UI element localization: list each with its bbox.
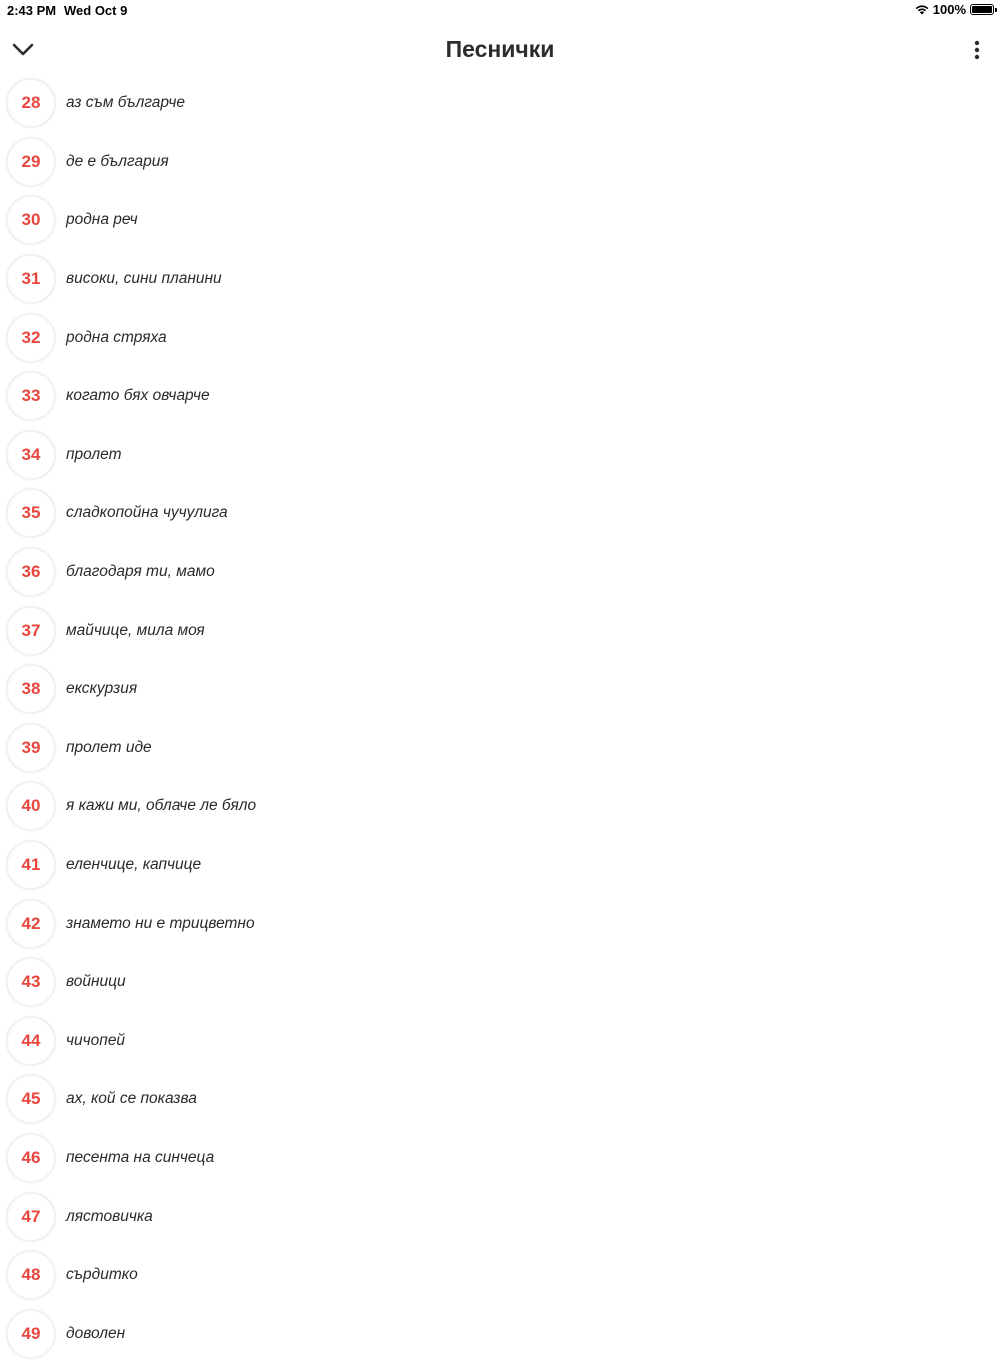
song-list-item[interactable]: [0, 191, 1000, 250]
song-title: благодаря ти, мамо: [66, 563, 215, 581]
song-number-badge: 41: [6, 840, 56, 890]
song-number-badge: 45: [6, 1074, 56, 1124]
song-number-badge: 47: [6, 1192, 56, 1242]
song-title: екскурзия: [66, 680, 138, 698]
song-title: родна реч: [66, 211, 138, 229]
song-list-item[interactable]: [0, 953, 1000, 1012]
song-title: де е българия: [66, 152, 169, 170]
song-number-badge: 35: [6, 488, 56, 538]
song-number-badge: 36: [6, 547, 56, 597]
song-number-badge: 40: [6, 781, 56, 831]
more-options-button[interactable]: [964, 35, 990, 65]
song-list-item[interactable]: [0, 426, 1000, 485]
song-list-item[interactable]: [0, 1187, 1000, 1246]
song-title: чичопей: [66, 1031, 126, 1049]
song-list-item[interactable]: [0, 484, 1000, 543]
page-title: Песнички: [445, 36, 555, 62]
status-date: Wed Oct 9: [64, 3, 128, 18]
song-list-item[interactable]: [0, 836, 1000, 895]
song-title: знамето ни е трицветно: [66, 914, 255, 932]
nav-bar: [0, 22, 1000, 78]
song-title: доволен: [66, 1324, 126, 1342]
song-number-badge: 33: [6, 371, 56, 421]
more-vertical-icon: [974, 40, 980, 60]
song-list-item[interactable]: [0, 777, 1000, 836]
song-list-item[interactable]: [0, 1129, 1000, 1188]
song-list-item[interactable]: [0, 660, 1000, 719]
song-number-badge: 38: [6, 664, 56, 714]
song-list-item[interactable]: [0, 1246, 1000, 1305]
song-list-item[interactable]: [0, 250, 1000, 309]
song-number-badge: 32: [6, 313, 56, 363]
song-title: високи, сини планини: [66, 270, 222, 288]
song-number-badge: 44: [6, 1016, 56, 1066]
song-list-item[interactable]: [0, 367, 1000, 426]
battery-icon: [970, 4, 994, 15]
song-number-badge: 49: [6, 1309, 56, 1359]
song-title: еленчице, капчице: [66, 856, 202, 874]
song-title: когато бях овчарче: [66, 387, 210, 405]
song-number-badge: 34: [6, 430, 56, 480]
song-title: сладкопойна чучулига: [66, 504, 228, 522]
status-bar: [0, 0, 1000, 22]
status-indicators: [915, 2, 994, 17]
song-number-badge: 48: [6, 1250, 56, 1300]
song-title: войници: [66, 973, 126, 991]
song-number-badge: 42: [6, 899, 56, 949]
song-number-badge: 28: [6, 78, 56, 128]
song-number-badge: 29: [6, 137, 56, 187]
song-title: песента на синчеца: [66, 1148, 215, 1166]
song-list-item[interactable]: [0, 543, 1000, 602]
song-list: [0, 74, 1000, 1363]
battery-percent: 100%: [932, 2, 966, 17]
song-list-item[interactable]: [0, 74, 1000, 133]
song-title: пролет: [66, 445, 122, 463]
song-list-item[interactable]: [0, 133, 1000, 192]
song-list-item[interactable]: [0, 1070, 1000, 1129]
song-title: майчице, мила моя: [66, 621, 205, 639]
song-number-badge: 43: [6, 957, 56, 1007]
song-number-badge: 39: [6, 723, 56, 773]
status-time: 2:43 PM: [7, 3, 57, 18]
song-list-item[interactable]: [0, 894, 1000, 953]
song-number-badge: 37: [6, 606, 56, 656]
song-list-item[interactable]: [0, 1012, 1000, 1071]
song-list-item[interactable]: [0, 719, 1000, 778]
song-title: ах, кой се показва: [66, 1090, 197, 1108]
song-title: родна стряха: [66, 328, 167, 346]
song-title: пролет иде: [66, 738, 152, 756]
song-number-badge: 31: [6, 254, 56, 304]
wifi-icon: [915, 4, 929, 15]
song-title: сърдитко: [66, 1266, 138, 1284]
song-number-badge: 30: [6, 195, 56, 245]
song-list-item[interactable]: [0, 601, 1000, 660]
song-title: аз съм българче: [66, 94, 185, 112]
song-list-item[interactable]: [0, 308, 1000, 367]
song-title: лястовичка: [66, 1207, 153, 1225]
song-number-badge: 46: [6, 1133, 56, 1183]
song-title: я кажи ми, облаче ле бяло: [66, 797, 257, 815]
